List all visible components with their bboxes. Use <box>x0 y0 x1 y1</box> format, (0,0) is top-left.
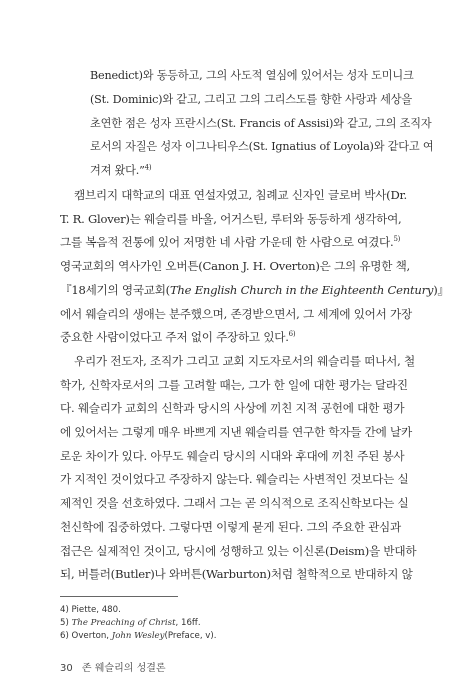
paragraph-line: 되, 버틀러(Butler)나 와버튼(Warburton)처럼 철학적으로 반대하지 않 <box>60 567 413 582</box>
footnote-ref[interactable]: 4) <box>144 163 152 172</box>
paragraph-line-text: 중요한 사람이었다고 주저 없이 주장하고 있다. <box>60 330 289 345</box>
quote-line <box>90 88 416 112</box>
paragraph-line: 에서 웨슬리의 생애는 분주했으며, 존경받으면서, 그 세계에 있어서 가장 <box>60 306 412 321</box>
paragraph-line: 접근은 실제적인 것이고, 당시에 성행하고 있는 이신론(Deism)을 반대하 <box>60 543 417 558</box>
quote-line-text: 겨져 왔다.” <box>90 164 145 178</box>
footnote-5 <box>60 617 416 630</box>
quote-line-text: Benedict)와 동등하고, 그의 사도적 열심에 있어서는 성자 도미니크 <box>90 69 414 82</box>
paragraph-line: 로운 차이가 있다. 아무도 웨슬리 당시의 시대와 후대에 끼친 주된 봉사 <box>60 448 405 463</box>
quote-line <box>90 64 416 88</box>
paragraph-line-text: 그를 복음적 전통에 있어 저명한 네 사람 가운데 한 사람으로 여겼다. <box>60 235 394 250</box>
paragraph-line <box>60 326 416 350</box>
quote-line-text: 초연한 점은 성자 프란시스(St. Francis of Assisi)와 같고, 그의 조직자 <box>90 116 432 130</box>
quote-line <box>90 112 432 136</box>
footnote-pages: (Preface, v). <box>164 631 217 642</box>
paragraph-line: 천신학에 집중하였다. 그렇다면 이렇게 묻게 된다. 그의 주요한 관심과 <box>60 519 401 534</box>
quote-line-text: (St. Dominic)와 같고, 그리고 그의 그리스도를 향한 사랑과 세상을 <box>90 92 412 106</box>
page-footer <box>60 659 166 674</box>
footnote-pages: , 16ff. <box>175 618 201 629</box>
paragraph-line: 가 지적인 것이었다고 주장하지 않는다. 웨슬리는 사변적인 것보다는 실 <box>60 472 409 487</box>
footnote-divider <box>60 596 178 597</box>
footnote-ref[interactable]: 6) <box>288 330 296 339</box>
paragraph-line: T. R. Glover)는 웨슬리를 바울, 어거스틴, 루터와 동등하게 생각하여, <box>60 211 402 226</box>
footnote-4: 4) Piette, 480. <box>60 605 121 615</box>
page-number: 30 <box>60 663 73 674</box>
paragraph-line: 캠브리지 대학교의 대표 연설자였고, 침례교 신자인 글로버 박사(Dr. <box>74 188 407 202</box>
book-title: The English Church in the Eighteenth Century <box>169 282 434 297</box>
footnote-title: The Preaching of Christ <box>71 618 176 629</box>
paragraph-line: 제적인 것을 선호하였다. 그래서 그는 곧 의식적으로 조직신학보다는 실 <box>60 496 409 511</box>
footnotes <box>60 604 416 644</box>
footnote-author: 6) Overton, <box>60 631 112 642</box>
block-quote <box>90 64 434 183</box>
footnote-number: 5) <box>60 618 72 629</box>
book-title-open: 『18세기의 영국교회( <box>60 282 170 297</box>
paragraph-line <box>60 279 449 303</box>
running-title: 존 웨슬리의 성결론 <box>81 663 166 674</box>
quote-line <box>90 159 416 183</box>
footnote-title: John Wesley <box>111 631 165 642</box>
paragraph-line <box>60 231 416 255</box>
quote-line <box>90 135 434 159</box>
paragraph-line: 다. 웨슬리가 교회의 신학과 당시의 사상에 끼친 지적 공헌에 대한 평가 <box>60 401 405 416</box>
quote-line-text: 로서의 자질은 성자 이그나티우스(St. Ignatius of Loyola)와 같다고 여 <box>90 140 434 154</box>
paragraph-line: 학가, 신학자로서의 그를 고려할 때는, 그가 한 일에 대한 평가는 달라진 <box>60 377 408 392</box>
footnote-ref[interactable]: 5) <box>393 235 401 244</box>
paragraph-line: 영국교회의 역사가인 오버튼(Canon J. H. Overton)은 그의 유명한 책, <box>60 259 410 274</box>
body-text <box>60 184 449 587</box>
book-title-close: )』 <box>433 282 449 297</box>
footnote-6 <box>60 630 416 643</box>
paragraph-line: 에 있어서는 그렇게 매우 바쁘게 지낸 웨슬리를 연구한 학자들 간에 날카 <box>60 425 412 440</box>
paragraph-line: 우리가 전도자, 조직가 그리고 교회 지도자로서의 웨슬리를 떠나서, 철 <box>74 353 415 368</box>
